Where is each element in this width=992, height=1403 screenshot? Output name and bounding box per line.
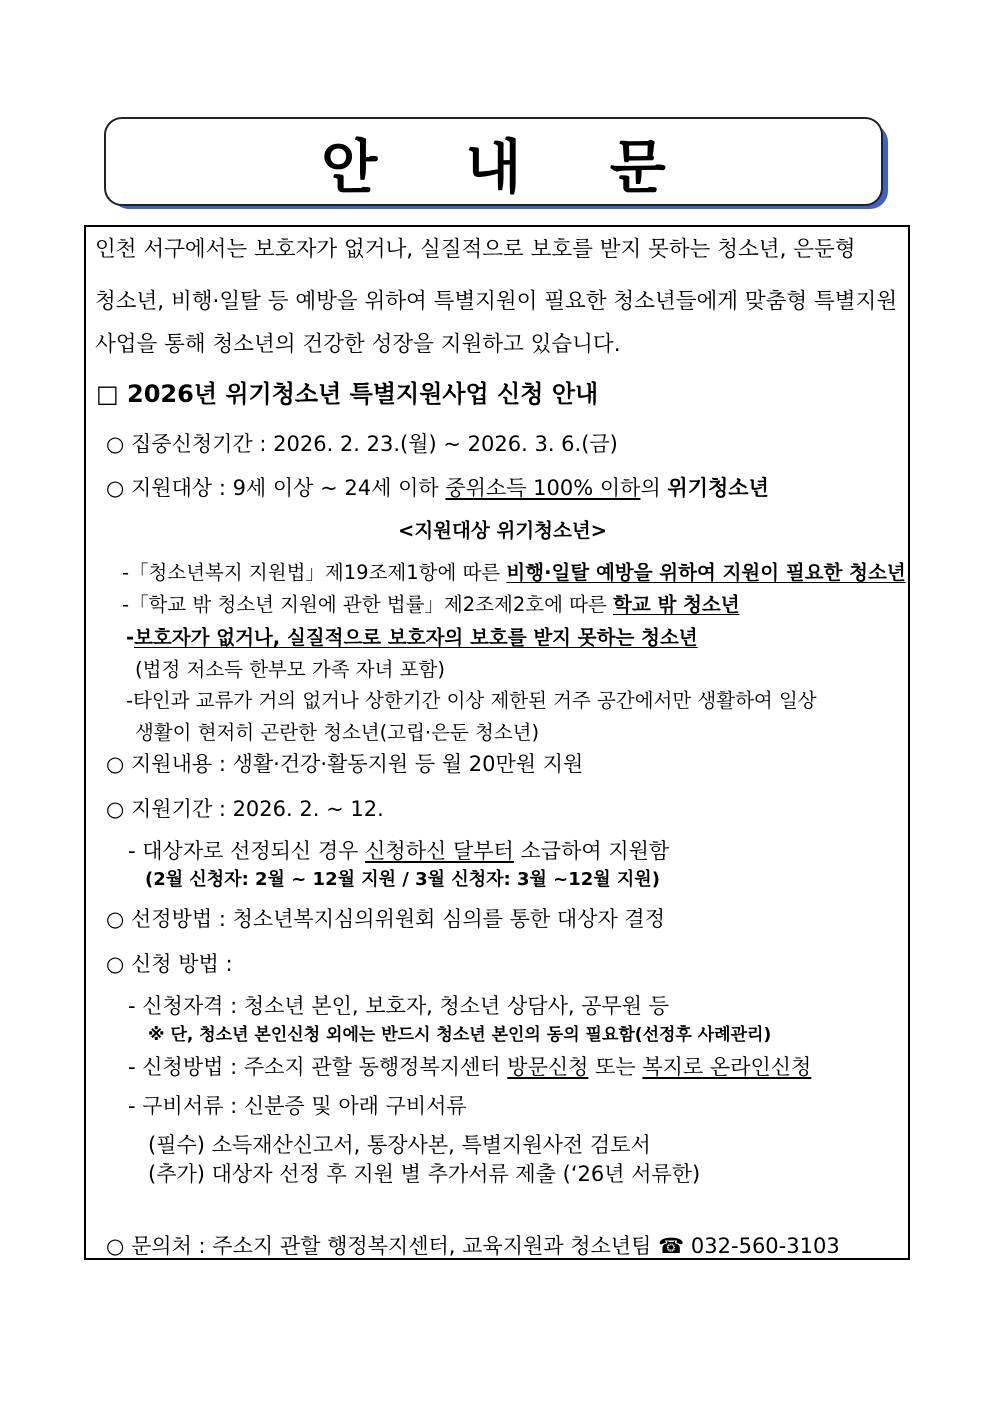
apply-method-mid: 또는 <box>588 1055 643 1079</box>
contact-prefix: ○ 문의처 : 주소지 관할 행정복지센터, 교육지원과 청소년팀 <box>106 1234 659 1258</box>
support-duration: ○ 지원기간 : 2026. 2. ~ 12. <box>106 797 384 821</box>
support-target-mid: 의 <box>640 476 668 500</box>
target-item-1-prefix: -「청소년복지 지원법」제19조제1항에 따른 <box>122 561 507 584</box>
section-heading: □ 2026년 위기청소년 특별지원사업 신청 안내 <box>96 380 599 408</box>
contact-phone: 032-560-3103 <box>690 1234 840 1258</box>
page-title: 안 내 문 <box>321 132 700 201</box>
target-item-1-emph: 비행·일탈 예방을 위하여 지원이 필요한 청소년 <box>506 561 906 584</box>
intro-line-2: 청소년, 비행·일탈 등 예방을 위하여 특별지원이 필요한 청소년들에게 맞춤형 특별지원 <box>95 289 898 314</box>
target-item-2 <box>122 589 740 617</box>
apply-method <box>128 1051 811 1081</box>
support-content: ○ 지원내용 : 생활·건강·활동지원 등 월 20만원 지원 <box>106 752 584 776</box>
online-application: 복지로 온라인신청 <box>642 1055 812 1079</box>
visit-application: 방문신청 <box>507 1055 589 1079</box>
duration-detail <box>128 835 669 865</box>
duration-detail-suffix: 소급하여 지원함 <box>513 839 670 863</box>
apply-eligibility: - 신청자격 : 청소년 본인, 보호자, 청소년 상담사, 공무원 등 <box>128 994 670 1018</box>
target-item-3 <box>126 622 698 650</box>
support-target-prefix: ○ 지원대상 : 9세 이상 ~ 24세 이하 <box>106 476 446 500</box>
application-period: ○ 집중신청기간 : 2026. 2. 23.(월) ~ 2026. 3. 6.(금) <box>106 432 618 456</box>
target-item-2-prefix: -「학교 밖 청소년 지원에 관한 법률」제2조제2호에 따른 <box>122 593 613 616</box>
apply-docs: - 구비서류 : 신분증 및 아래 구비서류 <box>128 1094 467 1118</box>
target-item-3-note: (법정 저소득 한부모 가족 자녀 포함) <box>135 658 445 681</box>
target-item-3-dash: - <box>126 626 135 649</box>
support-target <box>106 472 769 502</box>
intro-line-3: 사업을 통해 청소년의 건강한 성장을 지원하고 있습니다. <box>95 332 621 357</box>
selection-method: ○ 선정방법 : 청소년복지심의위원회 심의를 통한 대상자 결정 <box>106 907 665 931</box>
target-subtitle: <지원대상 위기청소년> <box>398 519 607 542</box>
target-item-4-line-1: -타인과 교류가 거의 없거나 상한기간 이상 제한된 거주 공간에서만 생활하여 일상 <box>126 689 817 712</box>
target-item-3-emph: 보호자가 없거나, 실질적으로 보호자의 보호를 받지 못하는 청소년 <box>134 626 698 649</box>
duration-detail-emph: 신청하신 달부터 <box>365 839 514 863</box>
income-criteria: 중위소득 100% 이하 <box>445 476 641 500</box>
contact <box>106 1230 840 1260</box>
target-item-1 <box>122 557 906 585</box>
target-item-2-emph: 학교 밖 청소년 <box>612 593 740 616</box>
phone-icon: ☎ <box>658 1234 685 1258</box>
apply-eligibility-note: ※ 단, 청소년 본인신청 외에는 반드시 청소년 본인의 동의 필요함(선정후 사례관리) <box>148 1025 772 1045</box>
duration-note: (2월 신청자: 2월 ~ 12월 지원 / 3월 신청자: 3월 ~12월 지원) <box>145 869 660 890</box>
duration-detail-prefix: - 대상자로 선정되신 경우 <box>128 839 366 863</box>
apply-heading: ○ 신청 방법 : <box>106 952 233 976</box>
apply-method-prefix: - 신청방법 : 주소지 관할 동행정복지센터 <box>128 1055 508 1079</box>
title-box <box>104 117 883 206</box>
crisis-youth: 위기청소년 <box>667 476 769 500</box>
docs-required: (필수) 소득재산신고서, 통장사본, 특별지원사전 검토서 <box>148 1133 651 1157</box>
target-item-4-line-2: 생활이 현저히 곤란한 청소년(고립·은둔 청소년) <box>135 721 540 744</box>
intro-line-1: 인천 서구에서는 보호자가 없거나, 실질적으로 보호를 받지 못하는 청소년, 은둔형 <box>95 237 856 262</box>
docs-additional: (추가) 대상자 선정 후 지원 별 추가서류 제출 (‘26년 서류한) <box>148 1162 701 1186</box>
